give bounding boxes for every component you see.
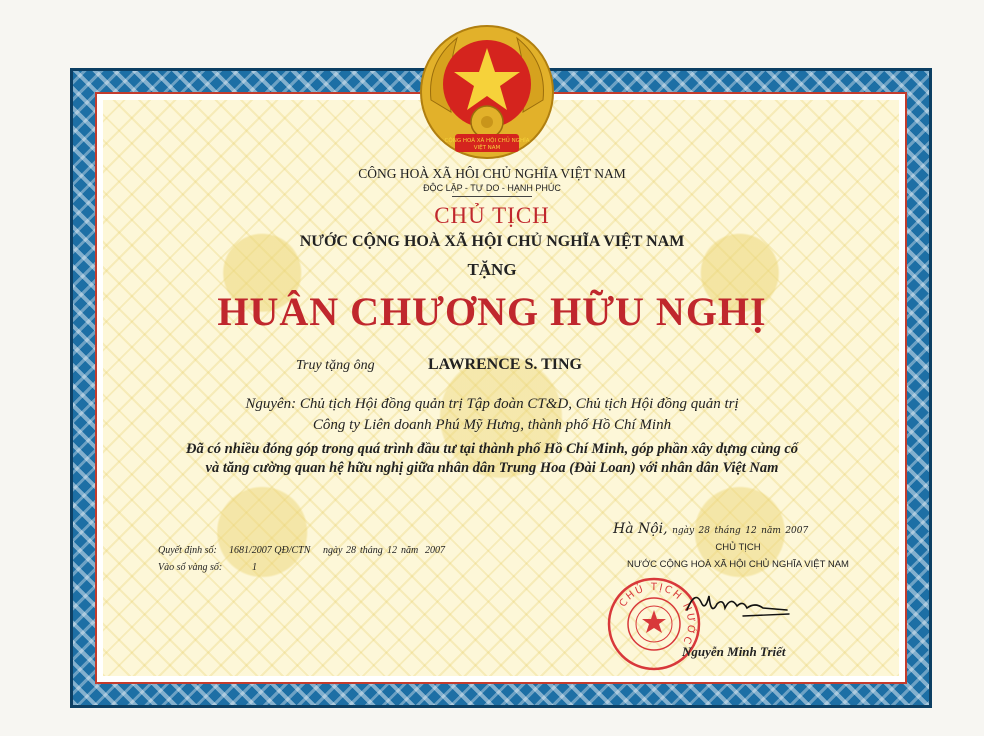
- national-motto: ĐỘC LẬP - TỰ DO - HẠNH PHÚC: [423, 183, 561, 193]
- decision-year-label: năm: [401, 545, 419, 556]
- handwritten-signature-icon: [683, 586, 793, 626]
- recipient-label: Truy tặng ông: [296, 358, 375, 373]
- decision-day: 28: [346, 545, 356, 556]
- signing-place: Hà Nội,: [613, 521, 668, 537]
- signing-year-label: năm: [761, 526, 781, 536]
- golden-book-label: Vào sổ vàng số:: [158, 562, 223, 573]
- decision-number: 1681/2007 QĐ/CTN: [229, 545, 311, 556]
- seal-text: CHỦ TỊCH NƯỚC: [617, 581, 697, 647]
- contribution-line2: và tăng cường quan hệ hữu nghị giữa nhân dân Trung Hoa (Đài Loan) với nhân dân Việt Nam: [205, 460, 779, 476]
- emblem-ribbon-line2: VIỆT NAM: [473, 145, 501, 151]
- issuer-subtitle: NƯỚC CỘNG HOÀ XÃ HỘI CHỦ NGHĨA VIỆT NAM: [299, 233, 685, 250]
- signer-name: Nguyễn Minh Triết: [682, 644, 786, 659]
- signing-day: 28: [698, 526, 710, 536]
- signing-year: 2007: [785, 526, 809, 536]
- signing-day-label: ngày: [672, 526, 695, 536]
- decision-label: Quyết định số:: [158, 545, 217, 556]
- recipient-name: LAWRENCE S. TING: [428, 356, 582, 373]
- issuer-title: CHỦ TỊCH: [434, 203, 550, 228]
- national-emblem-icon: [417, 22, 557, 162]
- award-verb: TẶNG: [467, 260, 517, 279]
- signing-month: 12: [745, 526, 757, 536]
- award-name: HUÂN CHƯƠNG HỮU NGHỊ: [217, 289, 767, 334]
- motto-underline: [452, 196, 532, 197]
- recipient-former-position-line2: Công ty Liên doanh Phú Mỹ Hưng, thành phố Hồ Chí Minh: [312, 417, 672, 433]
- nation-name: CÔNG HOÀ XÃ HÔI CHỦ NGHĨA VIỆT NAM: [358, 166, 626, 181]
- decision-day-label: ngày: [323, 545, 343, 556]
- signing-date: [613, 521, 808, 537]
- golden-book-number: 1: [252, 562, 257, 573]
- decision-year: 2007: [425, 545, 445, 556]
- recipient-former-position-line1: Nguyên: Chủ tịch Hội đồng quản trị Tập đoàn CT&D, Chủ tịch Hội đồng quản trị: [245, 396, 739, 412]
- emblem-ribbon-line1: CỘNG HOÀ XÃ HỘI CHỦ NGHĨA: [444, 138, 530, 144]
- contribution-line1: Đã có nhiều đóng góp trong quá trình đầu tư tại thành phố Hồ Chí Minh, góp phần xây dựng củng cố: [185, 441, 799, 457]
- signatory-subtitle: NƯỚC CỘNG HOÀ XÃ HỘI CHỦ NGHĨA VIỆT NAM: [627, 559, 849, 570]
- signatory-title: CHỦ TỊCH: [715, 542, 761, 553]
- decision-month: 12: [387, 545, 397, 556]
- decision-month-label: tháng: [360, 545, 383, 556]
- signing-month-label: tháng: [714, 526, 741, 536]
